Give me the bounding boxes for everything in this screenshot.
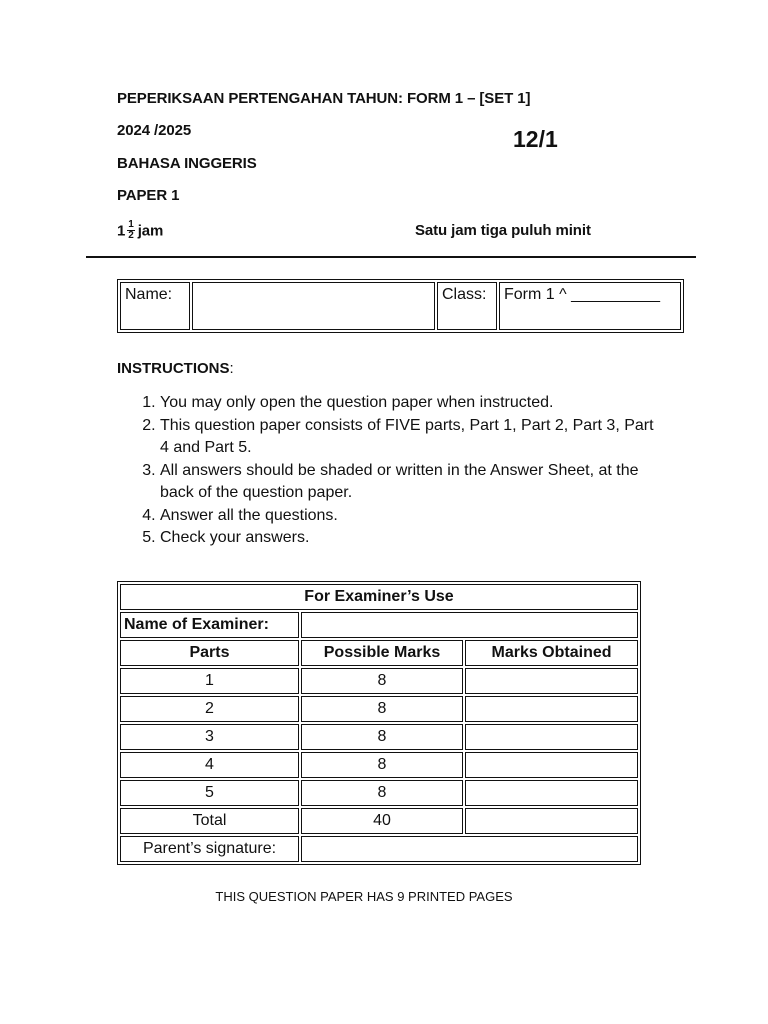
marks-obtained-field[interactable]	[465, 668, 638, 694]
duration-fraction	[127, 220, 134, 241]
possible-marks: 8	[301, 724, 463, 750]
table-row	[120, 668, 638, 694]
examiner-table	[117, 581, 641, 865]
marks-obtained-field[interactable]	[465, 752, 638, 778]
total-label: Total	[120, 808, 299, 834]
academic-year: 2024 /2025	[117, 122, 192, 139]
duration-whole: 1	[117, 222, 126, 240]
possible-marks: 8	[301, 752, 463, 778]
duration-in-words: Satu jam tiga puluh minit	[415, 222, 591, 239]
marks-obtained-field[interactable]	[465, 724, 638, 750]
class-field[interactable]: Form 1 ^ __________	[499, 282, 681, 330]
signature-row	[120, 836, 638, 862]
instructions-list	[117, 392, 660, 550]
exam-title: PEPERIKSAAN PERTENGAHAN TAHUN: FORM 1 – [SET 1]	[117, 90, 531, 107]
paper-number: PAPER 1	[117, 187, 180, 204]
table-row	[120, 752, 638, 778]
marks-obtained-field[interactable]	[465, 696, 638, 722]
header-possible-marks: Possible Marks	[301, 640, 463, 666]
duration	[117, 221, 163, 242]
class-label: Class:	[437, 282, 497, 330]
instructions-heading	[117, 360, 234, 377]
signature-label: Parent’s signature:	[120, 836, 299, 862]
examiner-name-field[interactable]	[301, 612, 638, 638]
subject-name: BAHASA INGGERIS	[117, 155, 257, 172]
header-divider	[86, 256, 696, 258]
total-value: 40	[301, 808, 463, 834]
header-marks-obtained: Marks Obtained	[465, 640, 638, 666]
student-info-box	[117, 279, 684, 333]
possible-marks: 8	[301, 668, 463, 694]
table-row	[120, 724, 638, 750]
duration-unit: jam	[137, 222, 164, 240]
name-field[interactable]	[192, 282, 435, 330]
marks-obtained-field[interactable]	[465, 780, 638, 806]
possible-marks: 8	[301, 696, 463, 722]
instruction-item: 3. All answers should be shaded or written in the Answer Sheet, at the back of the question paper.	[160, 460, 660, 505]
instruction-item: 2. This question paper consists of FIVE parts, Part 1, Part 2, Part 3, Part 4 and Part 5.	[160, 415, 660, 460]
examiner-name-label: Name of Examiner:	[120, 612, 299, 638]
instructions-title: INSTRUCTIONS	[117, 360, 230, 377]
instruction-item: 5. Check your answers.	[160, 527, 660, 550]
part-number: 1	[120, 668, 299, 694]
signature-field[interactable]	[301, 836, 638, 862]
instruction-item: 1. You may only open the question paper when instructed.	[160, 392, 660, 415]
paper-code: 12/1	[513, 126, 558, 152]
part-number: 5	[120, 780, 299, 806]
instructions-colon: :	[229, 360, 234, 377]
name-label: Name:	[120, 282, 190, 330]
fraction-numerator: 1	[128, 219, 134, 230]
instruction-item: 4. Answer all the questions.	[160, 505, 660, 528]
part-number: 2	[120, 696, 299, 722]
part-number: 3	[120, 724, 299, 750]
examiner-table-title: For Examiner’s Use	[120, 584, 638, 610]
header-parts: Parts	[120, 640, 299, 666]
part-number: 4	[120, 752, 299, 778]
table-row	[120, 696, 638, 722]
total-row	[120, 808, 638, 834]
fraction-denominator: 2	[128, 230, 134, 241]
possible-marks: 8	[301, 780, 463, 806]
page-count-note: THIS QUESTION PAPER HAS 9 PRINTED PAGES	[215, 889, 513, 904]
table-row	[120, 780, 638, 806]
total-obtained-field[interactable]	[465, 808, 638, 834]
